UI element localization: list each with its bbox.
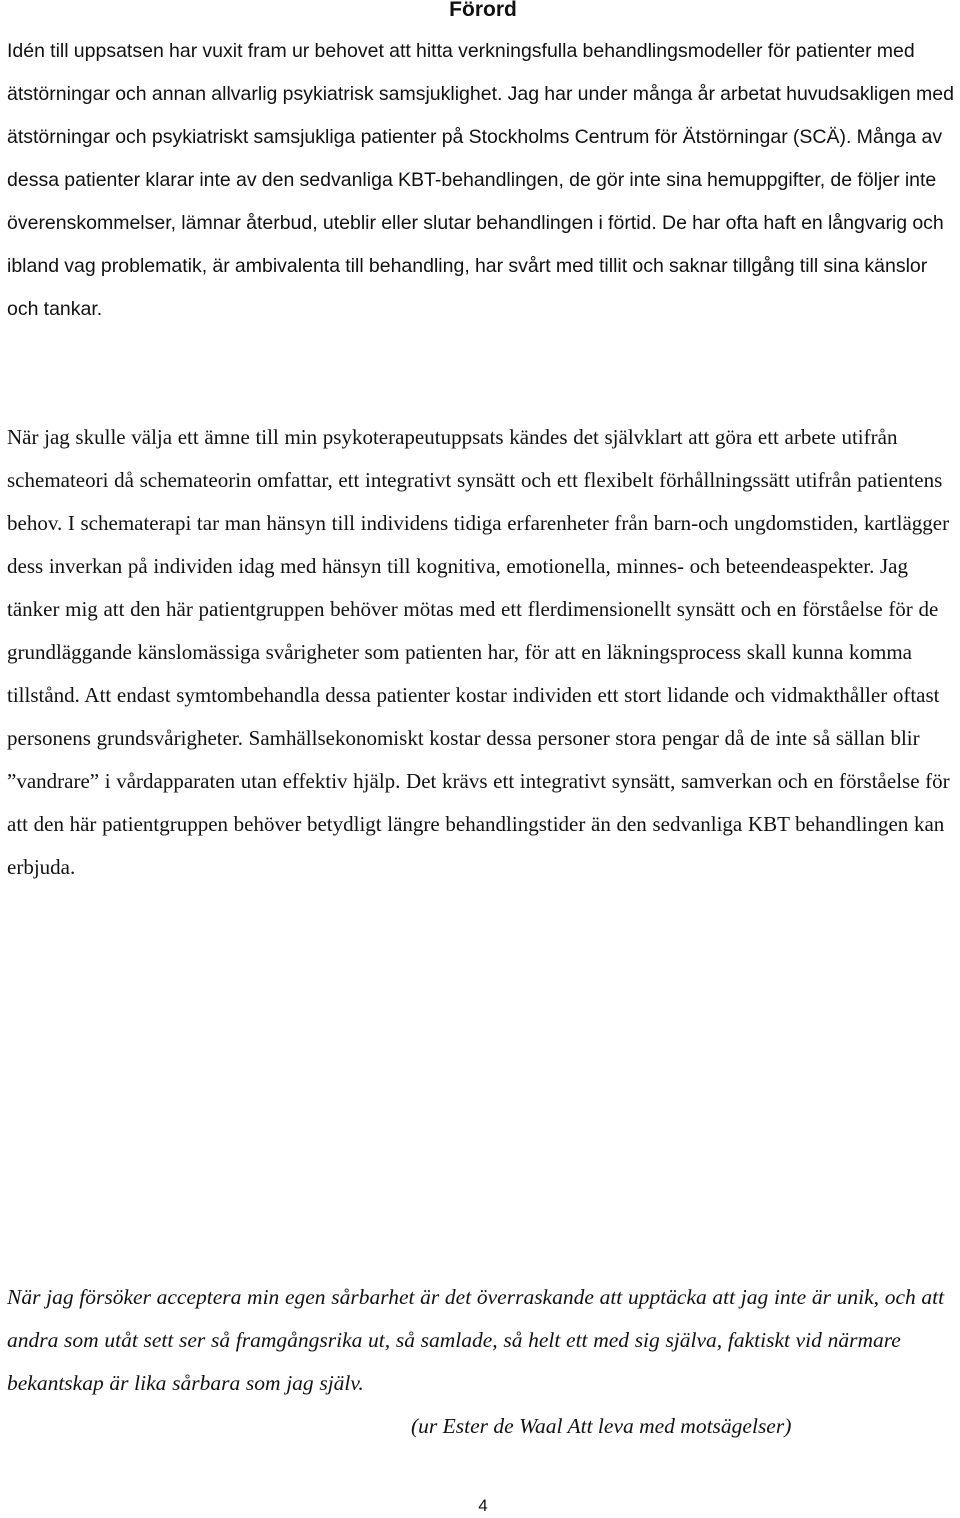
paragraph-intro: Idén till uppsatsen har vuxit fram ur behovet att hitta verkningsfulla behandlingsmodeller för patienter med ätstörningar och annan allvarlig psykiatrisk samsjuklighet. Jag har under många år arbetat huvudsakligen med ätstörningar och psykiatriskt samsjukliga patienter på Stockholms Centrum för Ätstörningar (SCÄ). Många av dessa patienter klarar inte av den sedvanliga KBT-behandlingen, de gör inte sina hemuppgifter, de följer inte överenskommelser, lämnar återbud, uteblir eller slutar behandlingen i förtid. De har ofta haft en långvarig och ibland vag problematik, är ambivalenta till behandling, har svårt med tillit och saknar tillgång till sina känslor och tankar. (7, 40, 954, 320)
quote-attribution: (ur Ester de Waal Att leva med motsägelser) (411, 1414, 792, 1438)
epigraph-quote: När jag försöker acceptera min egen sårbarhet är det överraskande att upptäcka att jag inte är unik, och att andra som utåt sett ser så framgångsrika ut, så samlade, så helt ett med sig själva, faktiskt vid närmare bekantskap är lika sårbara som jag själv. (7, 1285, 945, 1395)
page-heading: Förord (449, 0, 517, 21)
paragraph-schema-therapy: När jag skulle välja ett ämne till min psykoterapeutuppsats kändes det självklart att göra ett arbete utifrån schemateori då schemateorin omfattar, ett integrativt synsätt och ett flexibelt förhållningssätt utifrån patientens behov. I schematerapi tar man hänsyn till individens tidiga erfarenheter från barn-och ungdomstiden, kartlägger dess inverkan på individen idag med hänsyn till kognitiva, emotionella, minnes- och beteendeaspekter. Jag tänker mig att den här patientgruppen behöver mötas med ett flerdimensionellt synsätt och en förståelse för de grundläggande känslomässiga svårigheter som patienten har, för att en läkningsprocess skall kunna komma tillstånd. Att endast symtombehandla dessa patienter kostar individen ett stort lidande och vidmakthåller oftast personens grundsvårigheter. Samhällsekonomiskt kostar dessa personer stora pengar då de inte så sällan blir ”vandrare” i vårdapparaten utan effektiv hjälp. Det krävs ett integrativt synsätt, samverkan och en förståelse för att den här patientgruppen behöver betydligt längre behandlingstider än den sedvanliga KBT behandlingen kan erbjuda. (7, 425, 950, 879)
page-number: 4 (478, 1496, 488, 1515)
